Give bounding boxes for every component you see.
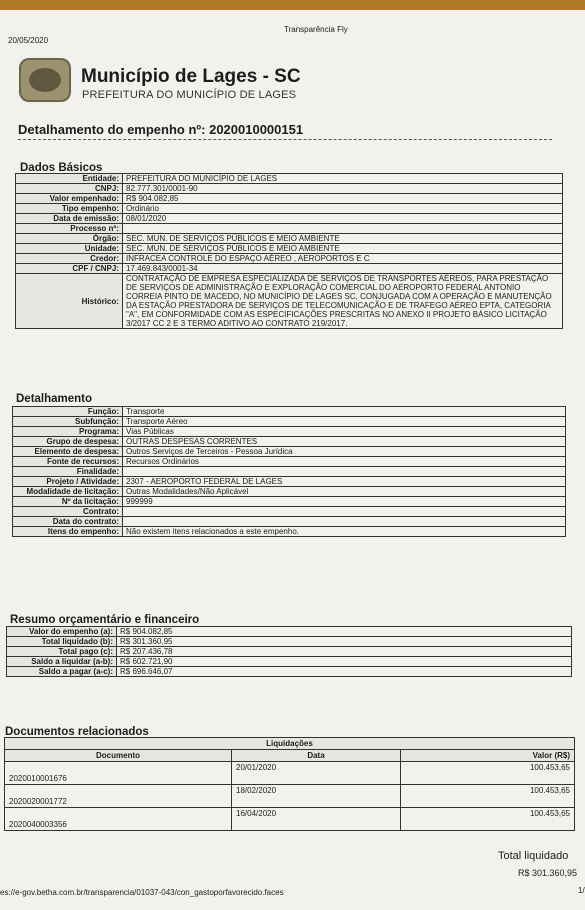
field-label: CNPJ: [16, 184, 123, 194]
field-value: R$ 696.646,07 [117, 667, 572, 677]
document-number: 2020020001772 [5, 785, 232, 808]
kv-row [16, 224, 563, 234]
field-label: Nº da licitação: [13, 497, 123, 507]
kv-row [13, 497, 566, 507]
field-label: Tipo empenho: [16, 204, 123, 214]
field-label: Fonte de recursos: [13, 457, 123, 467]
dados-basicos-table [15, 173, 563, 329]
field-value: OUTRAS DESPESAS CORRENTES [123, 437, 566, 447]
kv-row [7, 657, 572, 667]
footer-url: es://e-gov.betha.com.br/transparencia/01037-043/con_gastoporfavorecido.faces [0, 888, 284, 897]
field-label: Modalidade de licitação: [13, 487, 123, 497]
field-label: Saldo a liquidar (a-b): [7, 657, 117, 667]
kv-row [16, 234, 563, 244]
liquidacoes-header: Liquidações [5, 738, 575, 750]
field-value [123, 467, 566, 477]
field-label: Finalidade: [13, 467, 123, 477]
kv-row [13, 447, 566, 457]
table-row [5, 785, 575, 808]
kv-row [16, 274, 563, 329]
total-liquidado-value: R$ 301.360,95 [518, 868, 578, 878]
field-value: R$ 602.721,90 [117, 657, 572, 667]
kv-row [13, 517, 566, 527]
field-value: CONTRATAÇÃO DE EMPRESA ESPECIALIZADA DE SERVIÇOS DE TRANSPORTES AÉREOS, PARA PRESTAÇÃO DE SERVIÇOS DE ADMINISTRAÇÃO E EXPLORAÇÃO COMERCIAL DO AEROPORTO FEDERAL ANTONIO CORREIA PINTO DE MACEDO, NO MUNICÍPIO DE LAGES SC, CONJUGADA COM A OPERAÇÃO E MANUTENÇÃO DA ESTAÇÃO PRESTADORA DE SERVIÇOS DE TELECOMUNICAÇÃO E DE TRAFEGO AÉREO EPTA, CATEGORIA "A", EM CONFORMIDADE COM AS ESPECIFICAÇÕES PRESCRITAS NO ANEXO II PROJETO BÁSICO LICITAÇÃO 3/2017 CC 2 E 3 TERMO ADITIVO AO CONTRATO 219/2017. [123, 274, 563, 329]
kv-row [13, 487, 566, 497]
field-value: Vias Públicas [123, 427, 566, 437]
field-value [123, 224, 563, 234]
kv-row [13, 407, 566, 417]
kv-row [13, 437, 566, 447]
column-header-data: Data [232, 750, 401, 762]
municipal-seal-icon [19, 58, 71, 102]
kv-row [13, 417, 566, 427]
field-value: Ordinário [123, 204, 563, 214]
kv-row [16, 264, 563, 274]
documentos-table [4, 737, 575, 831]
field-value: 17.469.843/0001-34 [123, 264, 563, 274]
kv-row [13, 427, 566, 437]
field-value: 2307 - AEROPORTO FEDERAL DE LAGES [123, 477, 566, 487]
column-header-valor: Valor (R$) [401, 750, 575, 762]
kv-row [13, 457, 566, 467]
field-label: Subfunção: [13, 417, 123, 427]
field-label: Órgão: [16, 234, 123, 244]
document-value: 100.453,65 [401, 808, 575, 831]
kv-row [7, 667, 572, 677]
section-title-detalhamento: Detalhamento [16, 393, 93, 405]
kv-row [16, 174, 563, 184]
site-name: Transparência Fly [284, 25, 348, 34]
field-label: Data do contrato: [13, 517, 123, 527]
page-title: Detalhamento do empenho nº: 2020010000151 [18, 122, 552, 140]
prefecture-name: PREFEITURA DO MUNICÍPIO DE LAGES [82, 89, 297, 101]
document-date: 18/02/2020 [232, 785, 401, 808]
field-label: Itens do empenho: [13, 527, 123, 537]
field-label: Contrato: [13, 507, 123, 517]
section-title-dados-basicos: Dados Básicos [20, 162, 103, 174]
document-date: 16/04/2020 [232, 808, 401, 831]
kv-row [7, 647, 572, 657]
field-value: 08/01/2020 [123, 214, 563, 224]
field-label: Valor do empenho (a): [7, 627, 117, 637]
kv-row [16, 254, 563, 264]
kv-row [16, 244, 563, 254]
field-label: Data de emissão: [16, 214, 123, 224]
field-value: Transporte [123, 407, 566, 417]
field-label: Grupo de despesa: [13, 437, 123, 447]
column-header-documento: Documento [5, 750, 232, 762]
field-value: Não existem itens relacionados a este empenho. [123, 527, 566, 537]
kv-row [13, 527, 566, 537]
field-label: Valor empenhado: [16, 194, 123, 204]
field-value: SEC. MUN. DE SERVIÇOS PÚBLICOS E MEIO AMBIENTE [123, 244, 563, 254]
field-label: CPF / CNPJ: [16, 264, 123, 274]
field-value: R$ 904.082,85 [117, 627, 572, 637]
section-title-documentos: Documentos relacionados [5, 726, 149, 738]
field-value: R$ 301.360,95 [117, 637, 572, 647]
field-label: Saldo a pagar (a-c): [7, 667, 117, 677]
field-label: Total pago (c): [7, 647, 117, 657]
field-value: INFRACEA CONTROLE DO ESPAÇO AÉREO , AEROPORTOS E C [123, 254, 563, 264]
field-label: Programa: [13, 427, 123, 437]
field-value: 999999 [123, 497, 566, 507]
kv-row [16, 194, 563, 204]
kv-row [16, 214, 563, 224]
field-value: R$ 207.436,78 [117, 647, 572, 657]
field-value: Outros Serviços de Terceiros - Pessoa Jurídica [123, 447, 566, 457]
field-label: Entidade: [16, 174, 123, 184]
kv-row [13, 477, 566, 487]
print-date: 20/05/2020 [8, 36, 49, 45]
kv-row [7, 627, 572, 637]
field-value: Outras Modalidades/Não Aplicável [123, 487, 566, 497]
field-value: R$ 904.082,85 [123, 194, 563, 204]
kv-row [13, 507, 566, 517]
kv-row [16, 204, 563, 214]
document-value: 100.453,65 [401, 762, 575, 785]
kv-row [16, 184, 563, 194]
field-label: Credor: [16, 254, 123, 264]
field-value: 82.777.301/0001-90 [123, 184, 563, 194]
total-liquidado-label: Total liquidado [498, 850, 569, 862]
document-number: 2020040003356 [5, 808, 232, 831]
field-value: SEC. MUN. DE SERVIÇOS PÚBLICOS E MEIO AMBIENTE [123, 234, 563, 244]
field-value: Transporte Aéreo [123, 417, 566, 427]
field-label: Histórico: [16, 274, 123, 329]
footer-page-number: 1/ [578, 886, 585, 895]
table-row [5, 808, 575, 831]
resumo-table [6, 626, 572, 677]
field-value [123, 507, 566, 517]
detalhamento-table [12, 406, 566, 537]
field-label: Elemento de despesa: [13, 447, 123, 457]
field-label: Projeto / Atividade: [13, 477, 123, 487]
field-label: Função: [13, 407, 123, 417]
document-date: 20/01/2020 [232, 762, 401, 785]
kv-row [13, 467, 566, 477]
municipality-name: Município de Lages - SC [81, 66, 301, 87]
field-value [123, 517, 566, 527]
field-label: Processo nº: [16, 224, 123, 234]
document-value: 100.453,65 [401, 785, 575, 808]
field-value: PREFEITURA DO MUNICÍPIO DE LAGES [123, 174, 563, 184]
section-title-resumo: Resumo orçamentário e financeiro [10, 614, 200, 626]
kv-row [7, 637, 572, 647]
table-row [5, 762, 575, 785]
document-number: 2020010001676 [5, 762, 232, 785]
field-label: Unidade: [16, 244, 123, 254]
field-value: Recursos Ordinários [123, 457, 566, 467]
field-label: Total liquidado (b): [7, 637, 117, 647]
